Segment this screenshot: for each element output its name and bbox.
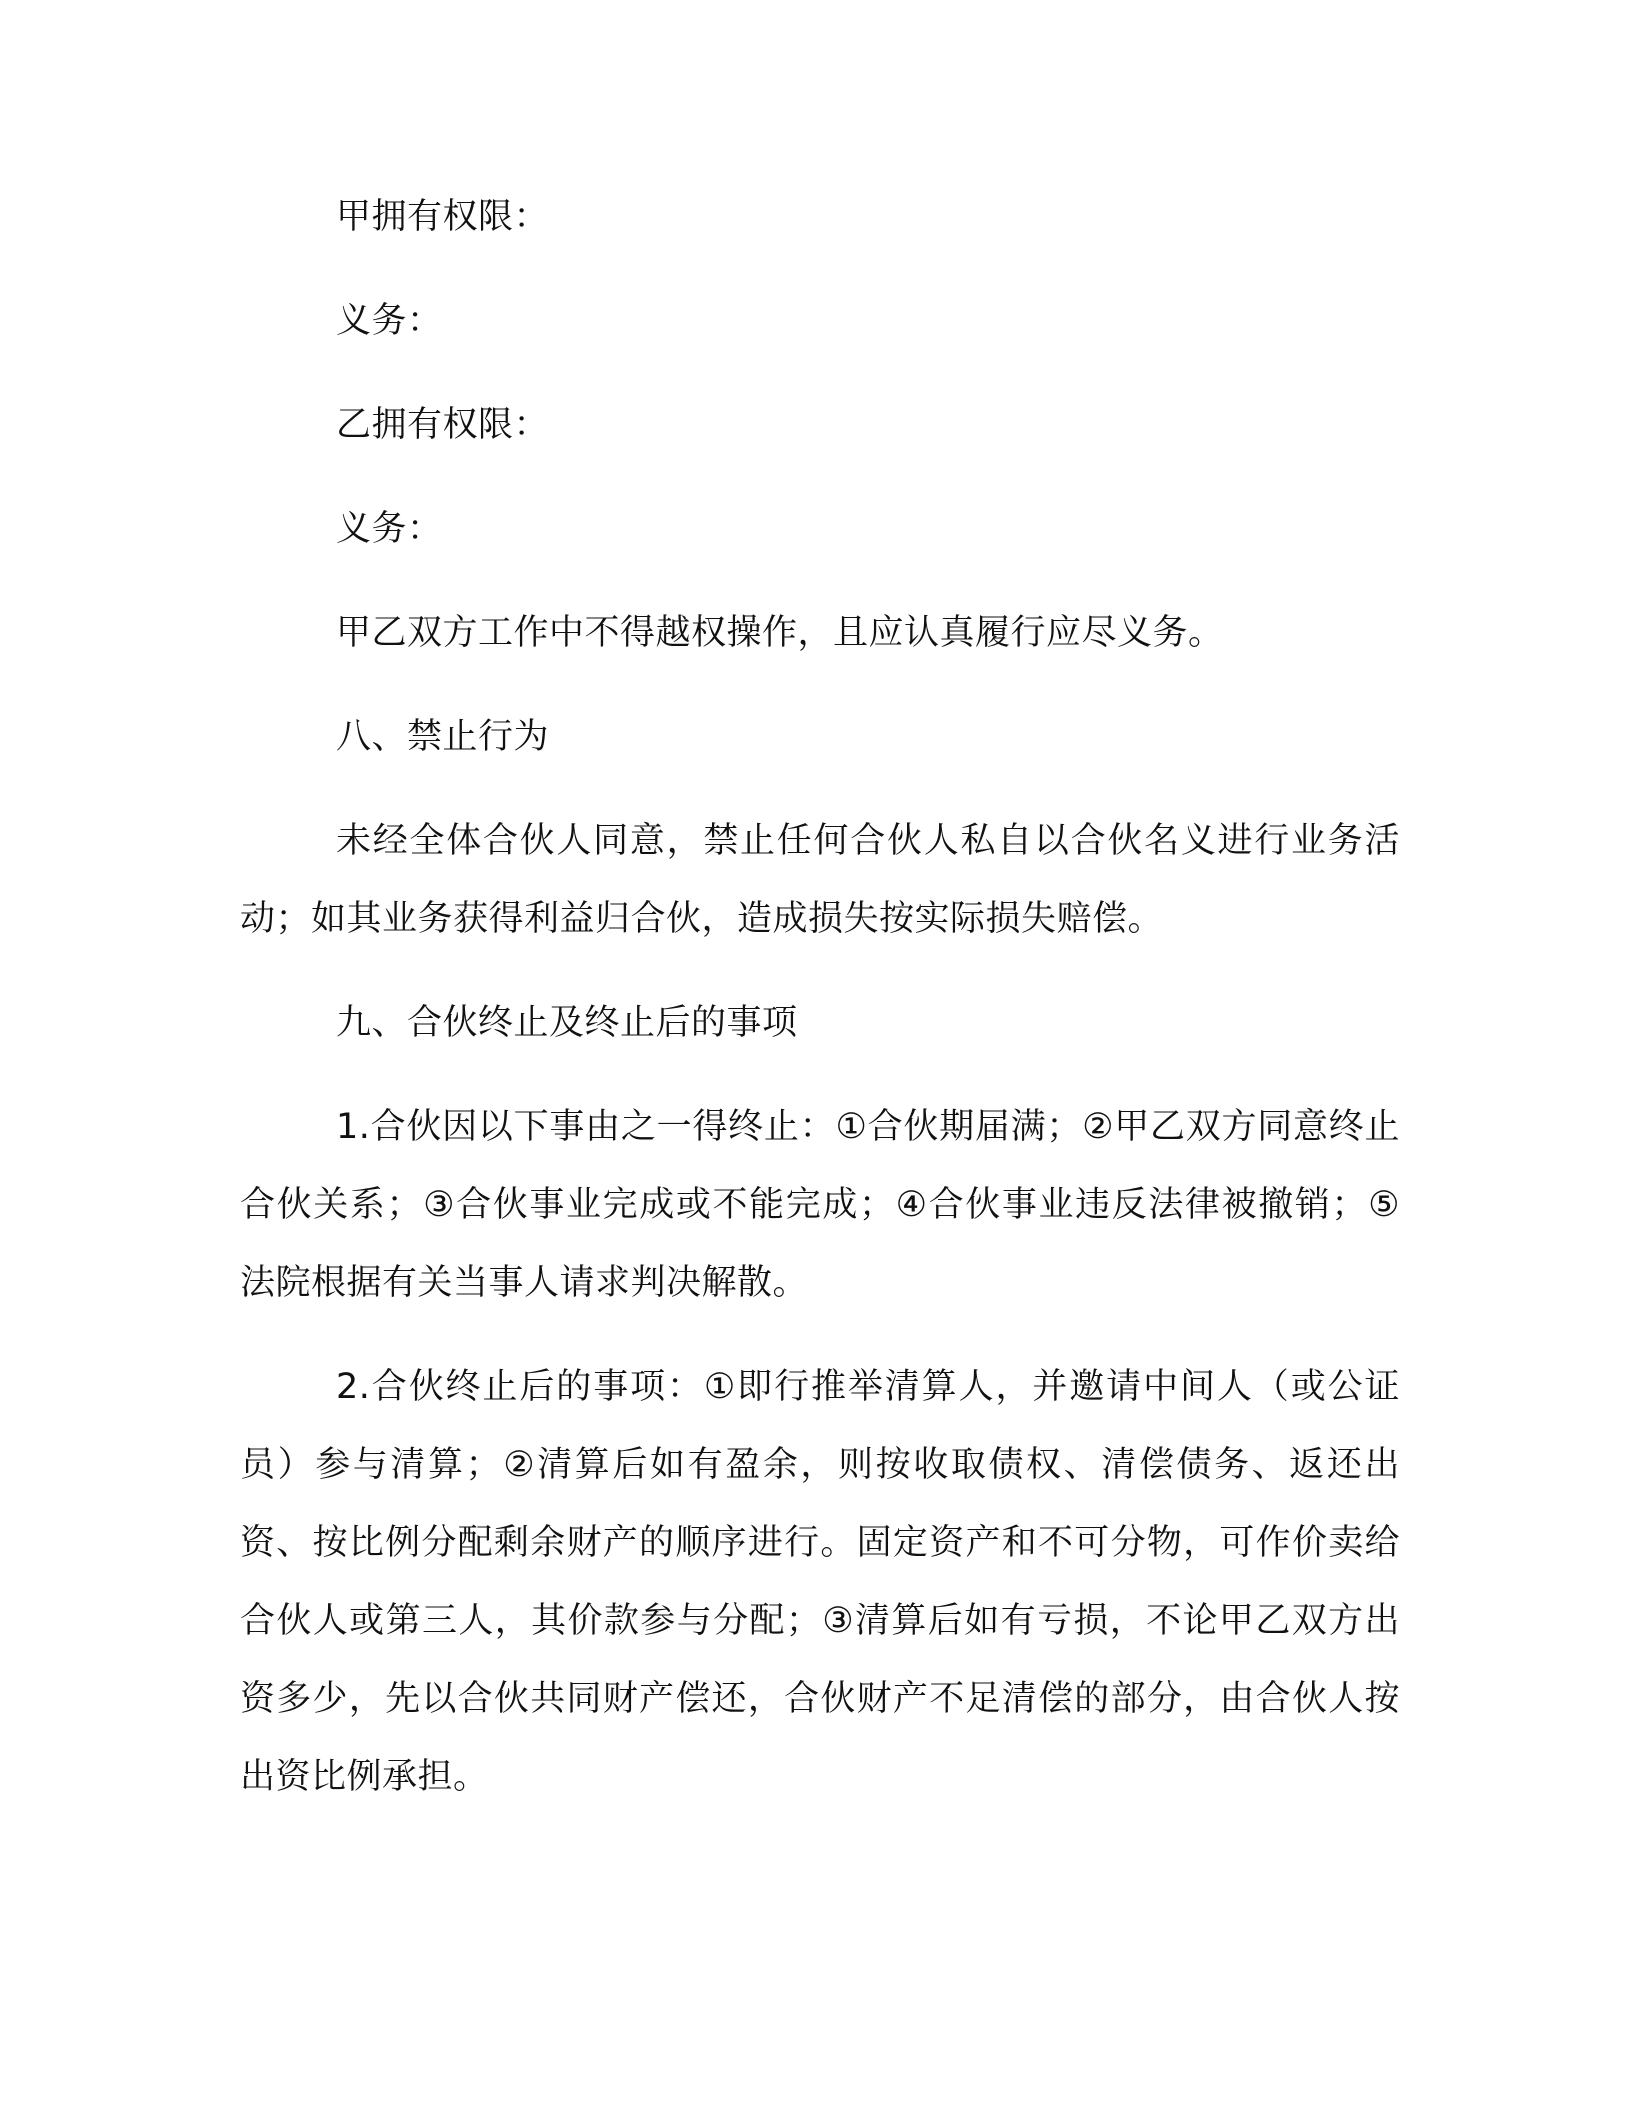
paragraph-party-a-rights: 甲拥有权限：	[336, 197, 550, 237]
paragraph-party-b-obligations: 义务：	[336, 509, 443, 549]
document-body	[240, 178, 1400, 1816]
paragraph-termination-reasons: 1.合伙因以下事由之一得终止：①合伙期届满；②甲乙双方同意终止合伙关系；③合伙事业完成或不能完成；④合伙事业违反法律被撤销；⑤法院根据有关当事人请求判决解散。	[240, 1107, 1400, 1303]
section-heading-termination: 九、合伙终止及终止后的事项	[336, 1003, 798, 1043]
paragraph-party-b-rights: 乙拥有权限：	[336, 405, 550, 445]
section-heading-prohibited-acts: 八、禁止行为	[336, 717, 550, 757]
paragraph-post-termination: 2.合伙终止后的事项：①即行推举清算人，并邀请中间人（或公证员）参与清算；②清算后如有盈余，则按收取债权、清偿债务、返还出资、按比例分配剩余财产的顺序进行。固定资产和不可分物，可作价卖给合伙人或第三人，其价款参与分配；③清算后如有亏损，不论甲乙双方出资多少，先以合伙共同财产偿还，合伙财产不足清偿的部分，由合伙人按出资比例承担。	[240, 1367, 1400, 1797]
paragraph-prohibited-acts: 未经全体合伙人同意，禁止任何合伙人私自以合伙名义进行业务活动；如其业务获得利益归合伙，造成损失按实际损失赔偿。	[240, 821, 1400, 939]
paragraph-party-a-obligations: 义务：	[336, 301, 443, 341]
paragraph-no-overstep: 甲乙双方工作中不得越权操作，且应认真履行应尽义务。	[336, 613, 1224, 653]
